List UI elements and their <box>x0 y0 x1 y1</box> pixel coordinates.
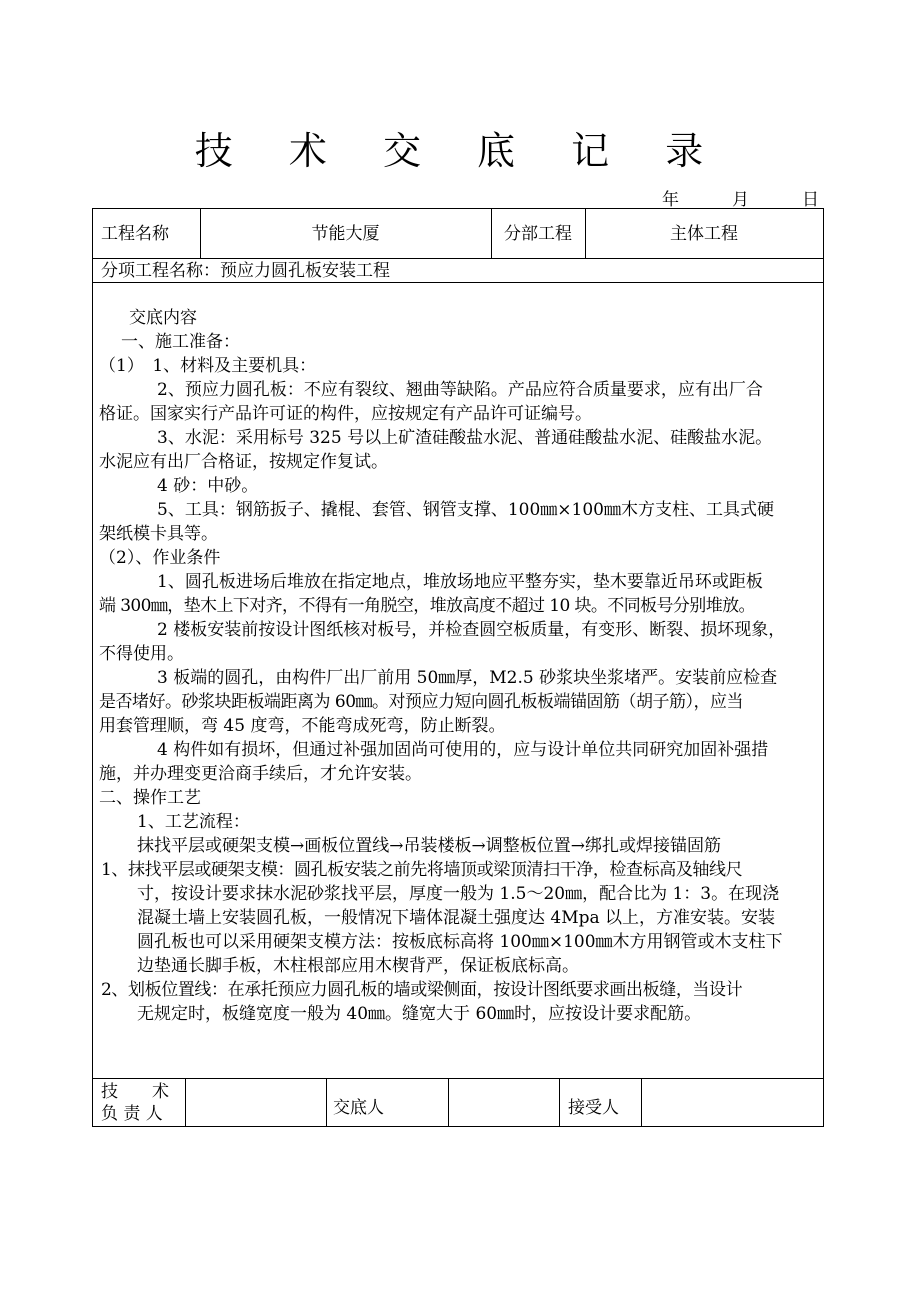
subsection-heading: （2）、作业条件 <box>99 548 221 568</box>
discloser-signature-field[interactable] <box>448 1079 559 1127</box>
text-line: 是否堵好。砂浆块距板端距离为 60㎜。对预应力短向圆孔板板端锚固筋（胡子筋），应当 <box>99 692 744 712</box>
section-heading: 二、操作工艺 <box>99 788 201 808</box>
text-line: 架纸模卡具等。 <box>99 524 218 544</box>
date-month-label: 月 <box>732 190 749 210</box>
project-name-value: 节能大厦 <box>311 224 380 244</box>
division-label: 分部工程 <box>504 224 572 244</box>
text-line: 边垫通长脚手板，木柱根部应用木楔背严，保证板底标高。 <box>137 956 579 976</box>
text-line: 2 楼板安装前按设计图纸核对板号，并检查圆空板质量，有变形、断裂、损坏现象， <box>157 620 786 640</box>
text-line: 圆孔板也可以采用硬架支模方法：按板底标高将 100㎜×100㎜木方用钢管或木支柱下 <box>137 932 783 952</box>
date-day-label: 日 <box>802 190 819 210</box>
text-line: 4 砂：中砂。 <box>157 476 259 496</box>
text-line: 施，并办理变更洽商手续后，才允许安装。 <box>99 764 422 784</box>
text-line: 3 板端的圆孔，由构件厂出厂前用 50㎜厚，M2.5 砂浆块坐浆堵严。安装前应检查 <box>157 668 778 688</box>
process-flow: 抹找平层或硬架支模→画板位置线→吊装楼板→调整板位置→绑扎或焊接锚固筋 <box>137 836 721 856</box>
text-line: 无规定时，板缝宽度一般为 40㎜。缝宽大于 60㎜时，应按设计要求配筋。 <box>137 1004 702 1024</box>
text-line: 端 300㎜，垫木上下对齐，不得有一角脱空，堆放高度不超过 10 块。不同板号分别堆放。 <box>99 596 755 616</box>
text-line: 水泥应有出厂合格证，按规定作复试。 <box>99 452 388 472</box>
discloser-label: 交底人 <box>333 1098 384 1118</box>
receiver-label: 接受人 <box>568 1098 619 1118</box>
text-line: 用套管理顺，弯 45 度弯，不能弯成死弯，防止断裂。 <box>99 716 506 736</box>
section-heading: 一、施工准备： <box>121 332 240 352</box>
tech-lead-signature-field[interactable] <box>185 1079 326 1127</box>
text-line: 混凝土墙上安装圆孔板，一般情况下墙体混凝土强度达 4Mpa 以上，方准安装。安装 <box>137 908 776 928</box>
subitem-name: 分项工程名称：预应力圆孔板安装工程 <box>101 261 390 281</box>
date-year-label: 年 <box>662 190 679 210</box>
receiver-signature-field[interactable] <box>641 1079 823 1127</box>
text-line: 2、划板位置线：在承托预应力圆孔板的墙或梁侧面，按设计图纸要求画出板缝，当设计 <box>101 980 743 1000</box>
text-line: 格证。国家实行产品许可证的构件，应按规定有产品许可证编号。 <box>99 404 592 424</box>
text-line: （1） 1、材料及主要机具： <box>99 356 317 376</box>
text-line: 1、圆孔板进场后堆放在指定地点，堆放场地应平整夯实，垫木要靠近吊环或距板 <box>157 572 763 592</box>
text-line: 1、工艺流程： <box>137 812 250 832</box>
page-title: 技 术 交 底 记 录 <box>194 129 726 173</box>
text-line: 2、预应力圆孔板：不应有裂纹、翘曲等缺陷。产品应符合质量要求，应有出厂合 <box>157 380 763 400</box>
tech-lead-label: 技 术 负 责 人 <box>101 1082 169 1124</box>
text-line: 不得使用。 <box>99 644 184 664</box>
text-line: 5、工具：钢筋扳子、撬棍、套管、钢管支撑、100㎜×100㎜木方支柱、工具式硬 <box>157 500 774 520</box>
text-line: 1、抹找平层或硬架支模：圆孔板安装之前先将墙顶或梁顶清扫干净，检查标高及轴线尺 <box>101 860 743 880</box>
disclosure-form <box>92 208 824 1127</box>
text-line: 4 构件如有损坏，但通过补强加固尚可使用的，应与设计单位共同研究加固补强措 <box>157 740 769 760</box>
content-heading: 交底内容 <box>129 308 197 328</box>
division-value: 主体工程 <box>670 224 738 244</box>
text-line: 3、水泥：采用标号 325 号以上矿渣硅酸盐水泥、普通硅酸盐水泥、硅酸盐水泥。 <box>157 428 773 448</box>
text-line: 寸，按设计要求抹水泥砂浆找平层，厚度一般为 1.5～20㎜，配合比为 1：3。在现浇 <box>137 884 780 904</box>
project-name-label: 工程名称 <box>101 224 169 244</box>
